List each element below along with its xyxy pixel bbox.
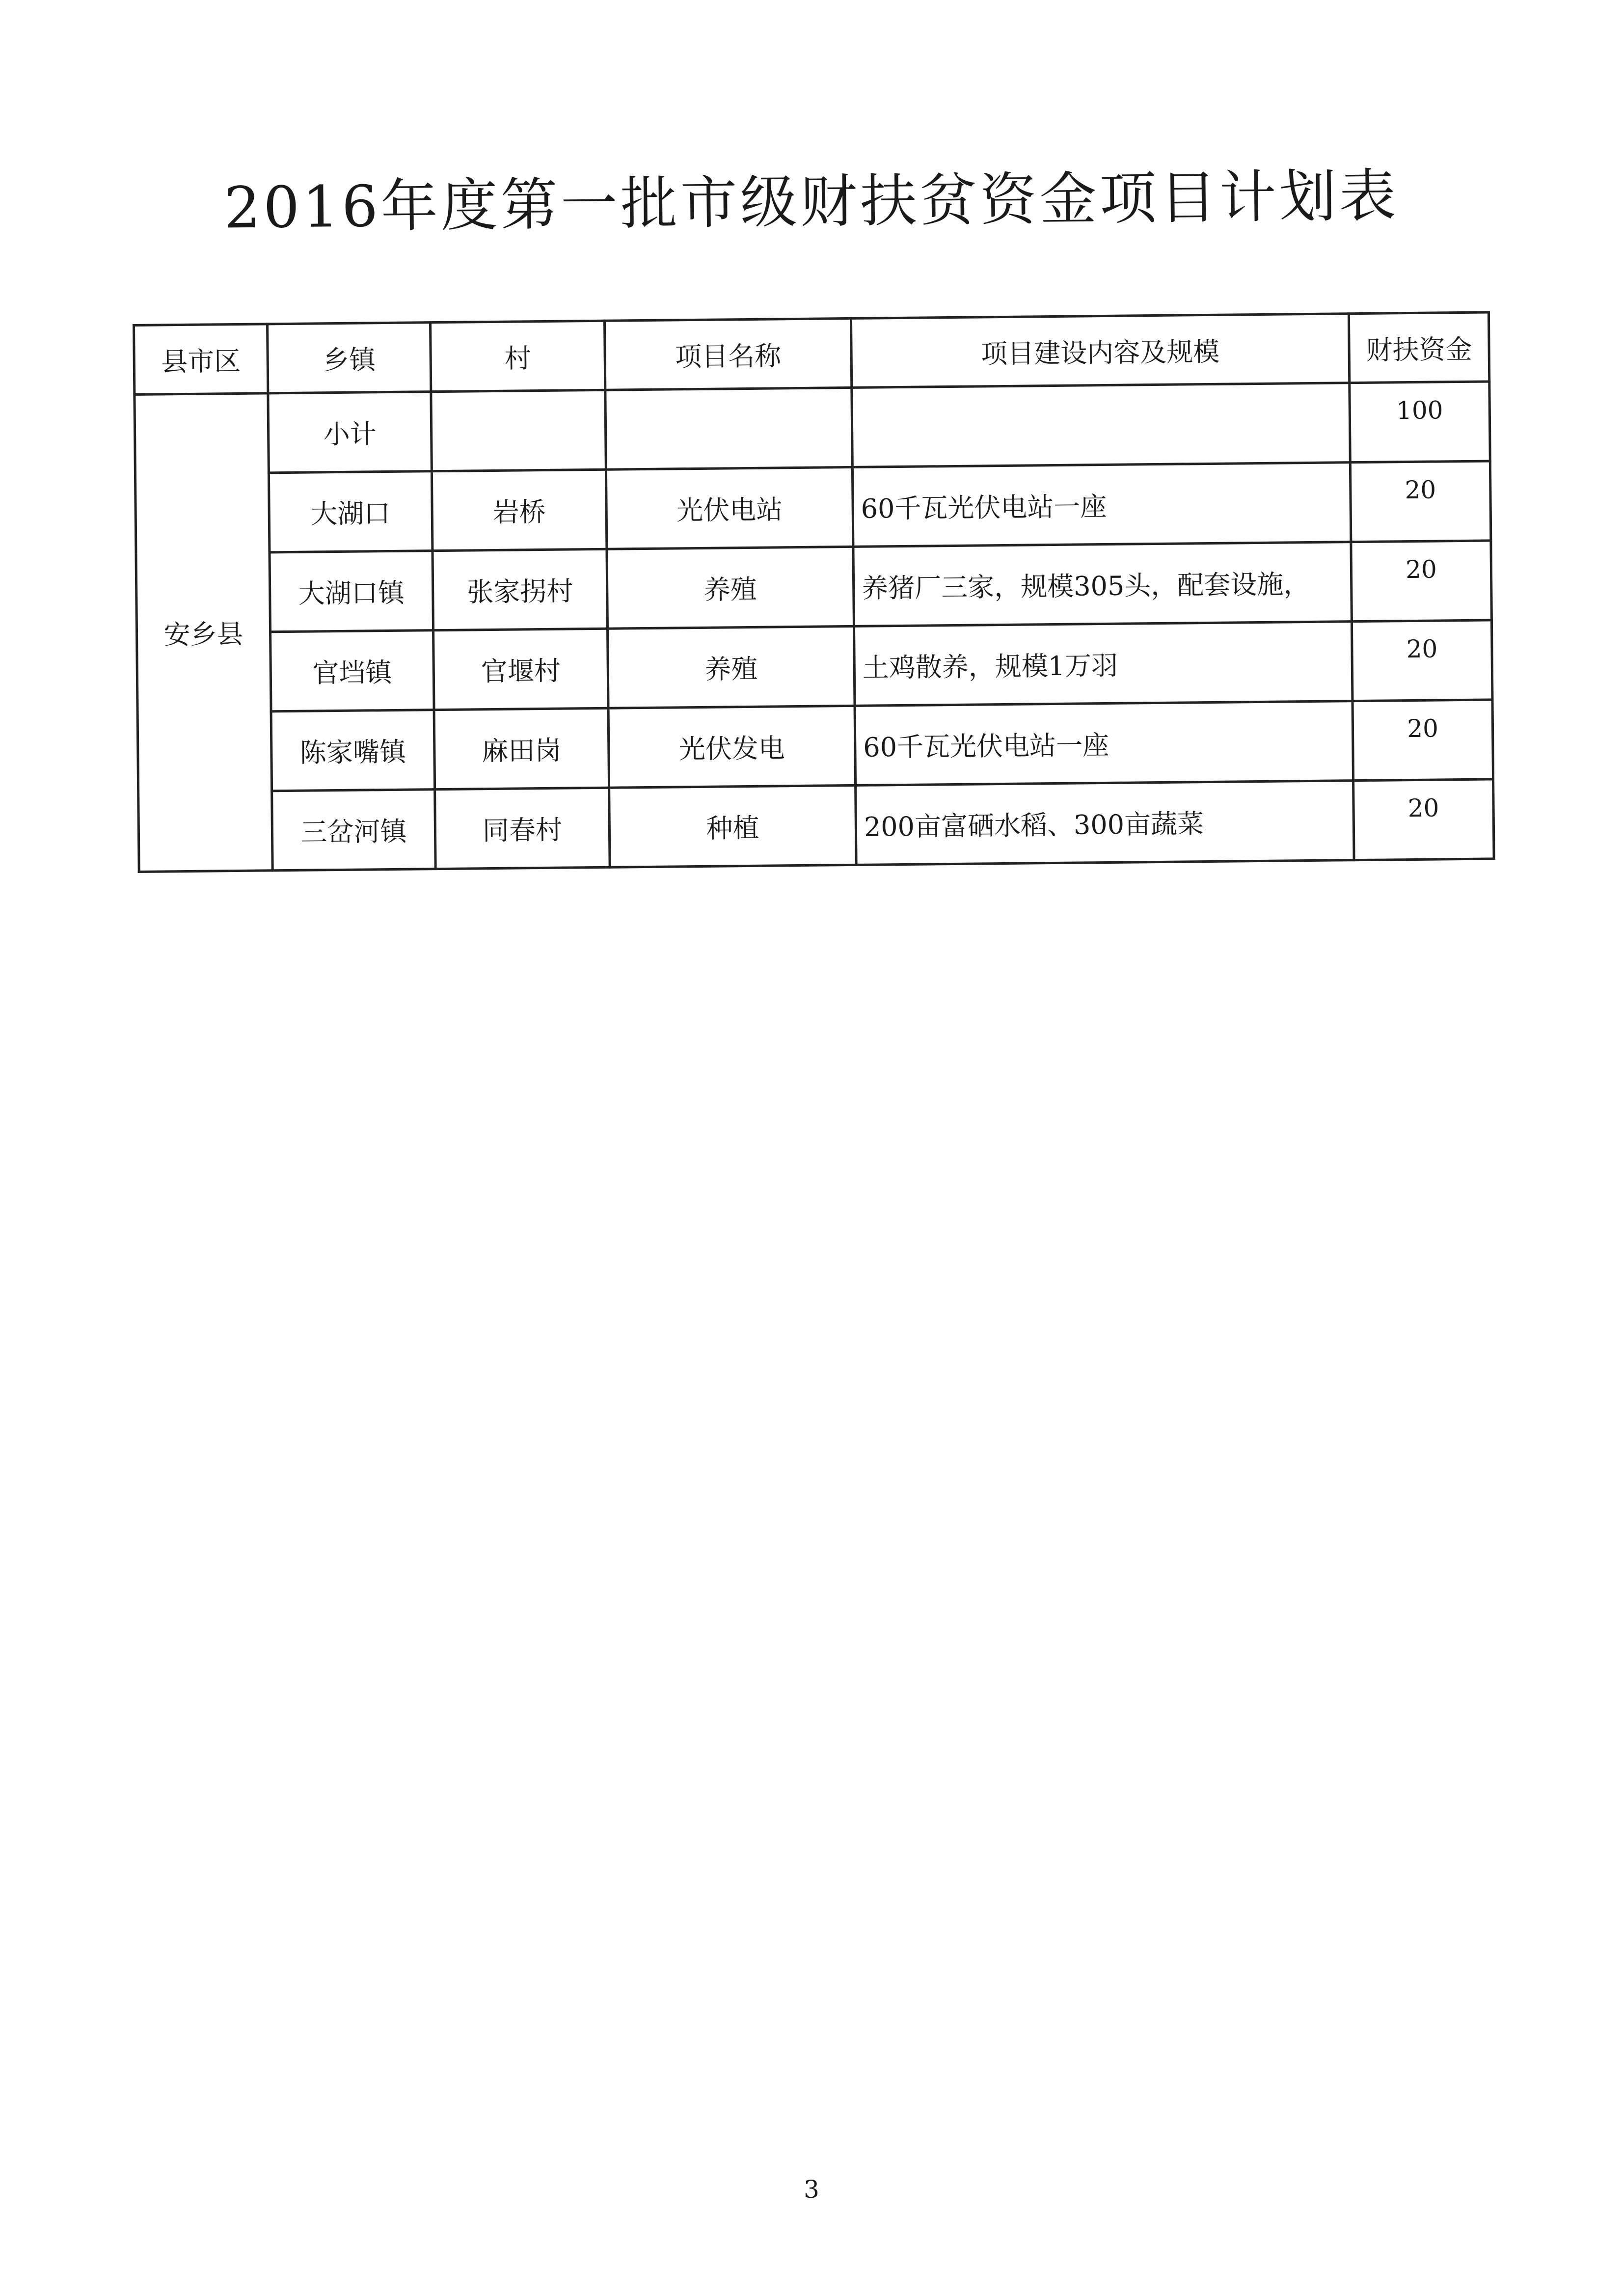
village-cell: 张家拐村 xyxy=(433,549,608,630)
project-name-cell: 光伏发电 xyxy=(608,706,856,788)
table-row xyxy=(137,700,1493,792)
fund-cell: 20 xyxy=(1350,461,1491,542)
subtotal-content xyxy=(852,383,1351,467)
subtotal-village xyxy=(431,390,606,471)
header-county: 县市区 xyxy=(134,324,268,395)
project-name-cell: 光伏电站 xyxy=(606,467,853,549)
project-name-cell: 养殖 xyxy=(607,626,855,708)
table-row xyxy=(137,620,1492,712)
township-cell: 陈家嘴镇 xyxy=(271,710,435,791)
fund-cell: 20 xyxy=(1351,541,1492,622)
header-fund: 财扶资金 xyxy=(1349,312,1489,383)
township-cell: 大湖口镇 xyxy=(270,551,433,632)
project-name-cell: 养殖 xyxy=(607,547,854,629)
fund-cell: 20 xyxy=(1352,620,1492,701)
project-plan-table xyxy=(133,311,1495,873)
subtotal-row xyxy=(135,382,1490,474)
village-cell: 岩桥 xyxy=(432,469,607,550)
village-cell: 麻田岗 xyxy=(434,708,609,789)
header-project-name: 项目名称 xyxy=(604,318,851,390)
project-plan-table-container xyxy=(133,311,1493,873)
header-village: 村 xyxy=(430,321,605,391)
page-title: 2016年度第一批市级财扶贫资金项目计划表 xyxy=(223,163,1400,242)
header-township: 乡镇 xyxy=(268,323,431,393)
township-cell: 大湖口 xyxy=(269,471,433,552)
content-cell: 养猪厂三家，规模305头，配套设施， xyxy=(853,542,1352,627)
village-cell: 同春村 xyxy=(435,788,610,869)
township-cell: 三岔河镇 xyxy=(272,790,436,871)
village-cell: 官堰村 xyxy=(433,629,609,710)
content-cell: 土鸡散养，规模1万羽 xyxy=(854,622,1352,706)
county-cell: 安乡县 xyxy=(135,393,272,872)
table-row xyxy=(135,461,1490,553)
subtotal-label: 小计 xyxy=(268,392,432,473)
content-cell: 60千瓦光伏电站一座 xyxy=(852,463,1351,547)
table-row xyxy=(136,541,1491,633)
content-cell: 200亩富硒水稻、300亩蔬菜 xyxy=(856,781,1354,865)
content-cell: 60千瓦光伏电站一座 xyxy=(855,701,1353,786)
project-name-cell: 种植 xyxy=(609,785,857,867)
table-row xyxy=(138,779,1494,872)
subtotal-fund: 100 xyxy=(1350,382,1490,463)
fund-cell: 20 xyxy=(1352,700,1493,781)
header-content: 项目建设内容及规模 xyxy=(851,314,1349,388)
page-number: 3 xyxy=(804,2175,819,2204)
subtotal-project-name xyxy=(605,387,853,469)
table-header-row xyxy=(134,312,1489,394)
township-cell: 官垱镇 xyxy=(270,630,434,711)
fund-cell: 20 xyxy=(1353,779,1494,860)
